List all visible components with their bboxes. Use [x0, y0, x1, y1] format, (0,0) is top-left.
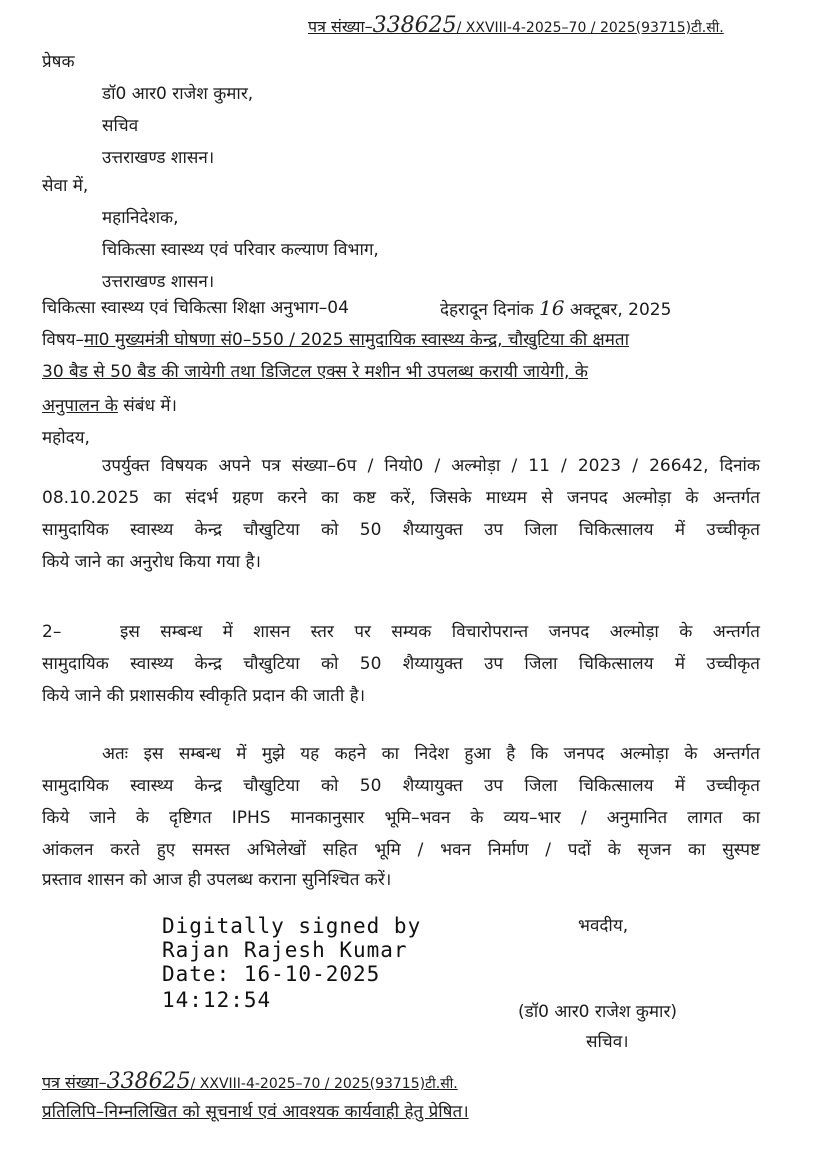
- footer-reference-prefix: पत्र संख्या–: [42, 1073, 107, 1092]
- salutation: महोदय,: [42, 428, 90, 448]
- closing-yours: भवदीय,: [578, 916, 629, 936]
- sender-label: प्रेषक: [42, 52, 75, 72]
- footer-reference-number: [42, 1070, 458, 1096]
- subject-label: विषय–: [42, 330, 85, 350]
- subject-line-2: 30 बैड से 50 बैड की जायेगी तथा डिजिटल एक्स रे मशीन भी उपलब्ध करायी जायेगी, के: [42, 362, 588, 382]
- footer-reference-suffix: / XXVIII-4-2025–70 / 2025(93715)टी.सी.: [190, 1076, 458, 1092]
- para2-line-1: इस सम्बन्ध में शासन स्तर पर सम्यक विचारोपरान्त जनपद अल्मोड़ा के अन्तर्गत: [120, 622, 760, 642]
- para2-number: 2–: [42, 622, 62, 642]
- digital-signature-line-2: Rajan Rajesh Kumar: [162, 938, 408, 962]
- subject-line-3: [42, 394, 177, 418]
- subject-line-1: [42, 328, 758, 352]
- date-day-handwritten: 16: [539, 296, 565, 320]
- sender-office: उत्तराखण्ड शासन।: [102, 148, 215, 168]
- para3-line-3: किये जाने के दृष्टिगत IPHS मानकानुसार भूमि–भवन के व्यय–भार / अनुमानित लागत का: [42, 808, 760, 828]
- para1-line-1: उपर्युक्त विषयक अपने पत्र संख्या–6प / नियो0 / अल्मोड़ा / 11 / 2023 / 26642, दिनांक: [102, 456, 760, 476]
- para3-line-2: सामुदायिक स्वास्थ्य केन्द्र चौखुटिया को 50 शैय्यायुक्त उप जिला चिकित्सालय में उच्चीकृत: [42, 776, 760, 796]
- para1-line-4: किये जाने का अनुरोध किया गया है।: [42, 552, 261, 572]
- para3-line-4: आंकलन करते हुए समस्त अभिलेखों सहित भूमि / भवन निर्माण / पदों के सृजन का सुस्पष्ट: [42, 840, 760, 860]
- subject-text-1: मा0 मुख्यमंत्री घोषणा सं0–550 / 2025 सामुदायिक स्वास्थ्य केन्द्र, चौखुटिया की क्षमता: [84, 330, 629, 350]
- closing-name: (डॉ0 आर0 राजेश कुमार): [518, 1002, 678, 1022]
- section-name: चिकित्सा स्वास्थ्य एवं चिकित्सा शिक्षा अनुभाग–04: [42, 298, 349, 318]
- digital-signature-line-1: Digitally signed by: [162, 914, 422, 938]
- closing-designation: सचिव।: [586, 1032, 629, 1052]
- para1-line-3: सामुदायिक स्वास्थ्य केन्द्र चौखुटिया को 50 शैय्यायुक्त उप जिला चिकित्सालय में उच्चीकृत: [42, 520, 760, 540]
- recipient-department: चिकित्सा स्वास्थ्य एवं परिवार कल्याण विभाग,: [102, 240, 379, 260]
- digital-signature-line-3: Date: 16-10-2025: [162, 962, 381, 986]
- sender-name: डॉ0 आर0 राजेश कुमार,: [102, 84, 254, 104]
- recipient-office: उत्तराखण्ड शासन।: [102, 272, 215, 292]
- para1-line-2: 08.10.2025 का संदर्भ ग्रहण करने का कष्ट करें, जिसके माध्यम से जनपद अल्मोड़ा के अन्तर्गत: [42, 488, 760, 508]
- reference-prefix: पत्र संख्या–: [308, 17, 373, 36]
- digital-signature-line-4: 14:12:54: [162, 988, 272, 1012]
- para2-line-2: सामुदायिक स्वास्थ्य केन्द्र चौखुटिया को 50 शैय्यायुक्त उप जिला चिकित्सालय में उच्चीकृत: [42, 654, 760, 674]
- place-date-prefix: देहरादून दिनांक: [440, 300, 534, 320]
- subject-text-3-rest: संबंध में।: [117, 396, 177, 416]
- footer-reference-handwritten: 338625: [106, 1069, 191, 1094]
- subject-text-3-underlined: अनुपालन के: [42, 396, 118, 416]
- date-month-year: अक्टूबर, 2025: [569, 300, 672, 320]
- para3-line-5: प्रस्ताव शासन को आज ही उपलब्ध कराना सुनिश्चित करें।: [42, 870, 392, 890]
- copy-to-line: प्रतिलिपि–निम्नलिखित को सूचनार्थ एवं आवश्यक कार्यवाही हेतु प्रेषित।: [42, 1102, 469, 1122]
- para2-line-3: किये जाने की प्रशासकीय स्वीकृति प्रदान की जाती है।: [42, 686, 366, 706]
- reference-handwritten-number: 338625: [372, 13, 457, 38]
- sender-designation: सचिव: [102, 116, 139, 136]
- recipient-label: सेवा में,: [42, 176, 89, 196]
- reference-suffix: / XXVIII-4-2025–70 / 2025(93715)टी.सी.: [456, 20, 724, 36]
- recipient-title: महानिदेशक,: [102, 208, 179, 228]
- place-date: [440, 296, 671, 322]
- reference-number: [308, 14, 724, 40]
- para3-line-1: अतः इस सम्बन्ध में मुझे यह कहने का निदेश हुआ है कि जनपद अल्मोड़ा के अन्तर्गत: [102, 744, 760, 764]
